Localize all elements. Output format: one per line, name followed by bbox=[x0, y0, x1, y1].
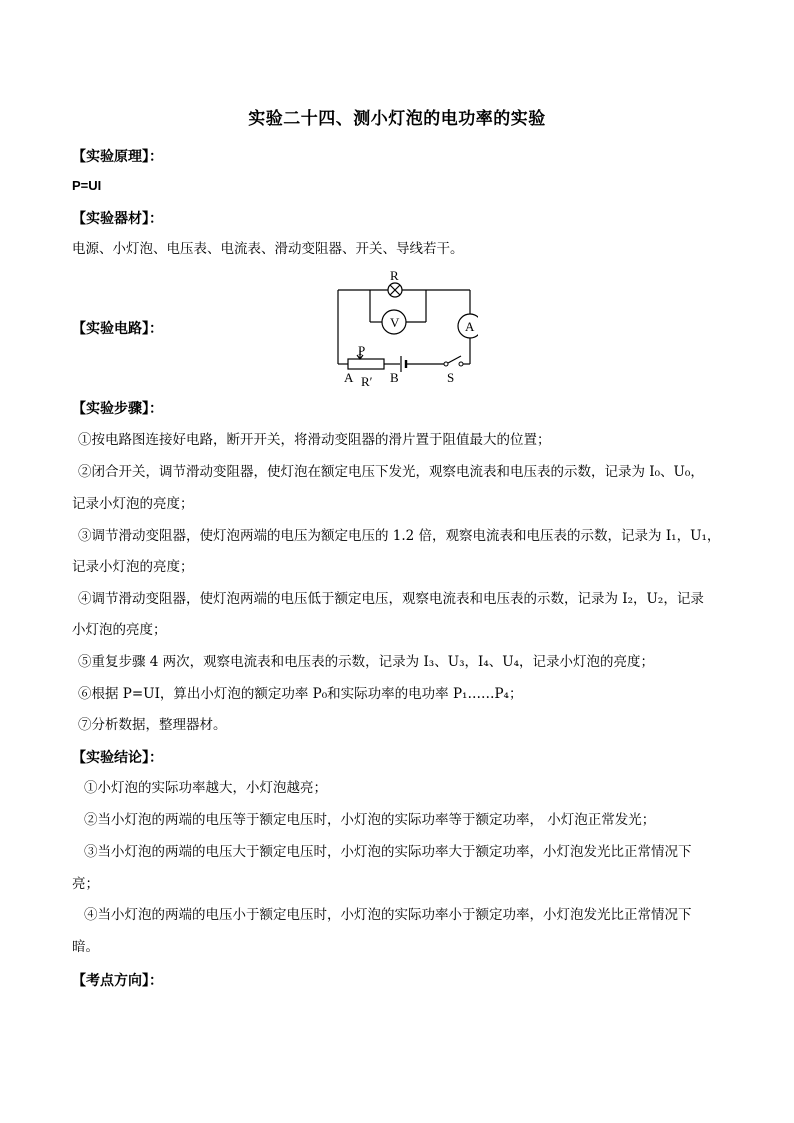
conclusion-line: ①小灯泡的实际功率越大，小灯泡越亮； bbox=[84, 780, 327, 796]
label-S: S bbox=[447, 370, 455, 385]
label-B: B bbox=[390, 370, 399, 385]
label-V: V bbox=[390, 315, 400, 330]
conclusion-line: ④当小灯泡的两端的电压小于额定电压时，小灯泡的实际功率小于额定功率，小灯泡发光比正常情况下 bbox=[84, 907, 692, 923]
conclusion-line: 亮； bbox=[72, 876, 99, 892]
step-line: ④调节滑动变阻器，使灯泡两端的电压低于额定电压，观察电流表和电压表的示数，记录为 I₂，U₂，记录 bbox=[78, 591, 704, 607]
equipment-list: 电源、小灯泡、电压表、电流表、滑动变阻器、开关、导线若干。 bbox=[72, 241, 464, 257]
label-A-meter: A bbox=[465, 319, 475, 334]
switch-symbol bbox=[444, 362, 463, 366]
heading-circuit: 【实验电路】： bbox=[72, 321, 163, 337]
conclusion-line: ③当小灯泡的两端的电压大于额定电压时，小灯泡的实际功率大于额定功率，小灯泡发光比正常情况下 bbox=[84, 844, 692, 860]
conclusion-line: 暗。 bbox=[72, 939, 99, 955]
step-line: 小灯泡的亮度； bbox=[72, 622, 167, 638]
step-line: ①按电路图连接好电路，断开开关，将滑动变阻器的滑片置于阻值最大的位置； bbox=[78, 432, 551, 448]
step-line: 记录小灯泡的亮度； bbox=[72, 559, 194, 575]
rheostat-symbol bbox=[348, 350, 384, 369]
lamp-symbol bbox=[388, 283, 402, 297]
step-line: ⑤重复步骤 4 两次，观察电流表和电压表的示数，记录为 I₃、U₃，I₄、U₄，记录小灯泡的亮度； bbox=[78, 654, 655, 670]
label-P: P bbox=[358, 343, 366, 358]
heading-exam-focus: 【考点方向】： bbox=[72, 973, 163, 989]
label-R: R bbox=[390, 268, 399, 283]
heading-equipment: 【实验器材】： bbox=[72, 211, 163, 227]
heading-conclusion: 【实验结论】： bbox=[72, 750, 163, 766]
step-line: ⑥根据 P=UI，算出小灯泡的额定功率 P₀和实际功率的电功率 P₁……P₄； bbox=[78, 686, 523, 702]
heading-steps: 【实验步骤】： bbox=[72, 401, 163, 417]
circuit-diagram bbox=[328, 264, 478, 388]
document-title: 实验二十四、测小灯泡的电功率的实验 bbox=[248, 109, 546, 129]
conclusion-line: ②当小灯泡的两端的电压等于额定电压时，小灯泡的实际功率等于额定功率， 小灯泡正常发光； bbox=[84, 812, 656, 828]
step-line: ②闭合开关，调节滑动变阻器，使灯泡在额定电压下发光，观察电流表和电压表的示数，记录为 I₀、U₀， bbox=[78, 464, 704, 480]
label-R-prime: R′ bbox=[361, 374, 373, 388]
step-line: ⑦分析数据，整理器材。 bbox=[78, 717, 227, 733]
step-line: ③调节滑动变阻器，使灯泡两端的电压为额定电压的 1.2 倍，观察电流表和电压表的示数，记录为 I₁，U₁， bbox=[78, 528, 721, 544]
label-A: A bbox=[344, 370, 354, 385]
step-line: 记录小灯泡的亮度； bbox=[72, 496, 194, 512]
principle-formula: P=UI bbox=[72, 178, 102, 193]
heading-principle: 【实验原理】： bbox=[72, 149, 163, 165]
battery-symbol bbox=[401, 356, 406, 372]
